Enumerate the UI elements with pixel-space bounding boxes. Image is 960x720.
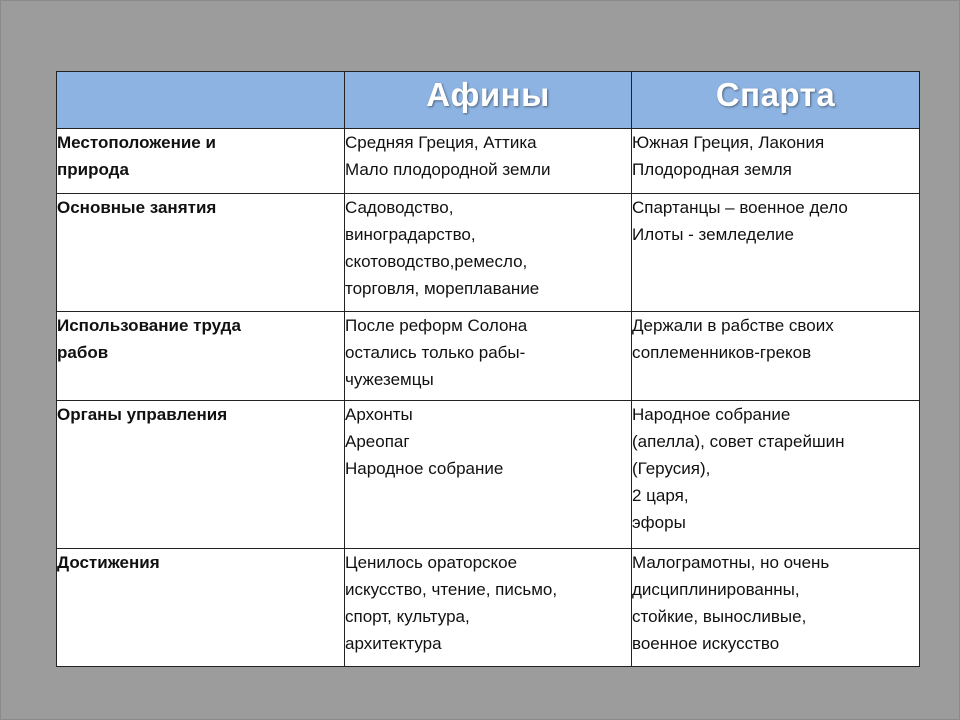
sparta-location [632,129,920,194]
label-line: Местоположение и [57,133,216,152]
cell-line: Спартанцы – военное дело [632,198,848,217]
sparta-slave-labor [632,312,920,401]
table-row [57,312,920,401]
table-row [57,549,920,667]
label-line: Органы управления [57,405,228,424]
cell-line: 2 царя, [632,486,689,505]
cell-line: Малограмотны, но очень [632,553,830,572]
row-label-government [57,401,345,549]
cell-line: Народное собрание [345,459,504,478]
header-athens: Афины [345,72,632,129]
label-line: Основные занятия [57,198,217,217]
comparison-table [56,71,920,667]
label-line: рабов [57,343,109,362]
cell-line: соплеменников-греков [632,343,812,362]
row-label-occupations [57,194,345,312]
cell-line: (апелла), совет старейшин [632,432,845,451]
cell-line: архитектура [345,634,442,653]
header-sparta: Спарта [632,72,920,129]
row-label-location [57,129,345,194]
cell-line: военное искусство [632,634,780,653]
cell-line: остались только рабы- [345,343,526,362]
label-line: природа [57,160,129,179]
label-line: Использование труда [57,316,241,335]
row-label-slave-labor [57,312,345,401]
sparta-government [632,401,920,549]
cell-line: спорт, культура, [345,607,470,626]
table-row [57,194,920,312]
cell-line: Плодородная земля [632,160,792,179]
cell-line: эфоры [632,513,686,532]
table-row [57,129,920,194]
athens-location [345,129,632,194]
cell-line: Архонты [345,405,413,424]
cell-line: Средняя Греция, Аттика [345,133,537,152]
cell-line: стойкие, выносливые, [632,607,807,626]
cell-line: (Герусия), [632,459,711,478]
cell-line: Ценилось ораторское [345,553,518,572]
cell-line: Народное собрание [632,405,791,424]
header-corner-cell [57,72,345,129]
athens-government [345,401,632,549]
athens-occupations [345,194,632,312]
cell-line: Держали в рабстве своих [632,316,834,335]
cell-line: Южная Греция, Лакония [632,133,825,152]
athens-achievements [345,549,632,667]
cell-line: виноградарство, [345,225,476,244]
athens-slave-labor [345,312,632,401]
cell-line: Ареопаг [345,432,410,451]
cell-line: После реформ Солона [345,316,528,335]
table-row [57,401,920,549]
sparta-achievements [632,549,920,667]
cell-line: дисциплинированны, [632,580,800,599]
cell-line: искусство, чтение, письмо, [345,580,558,599]
cell-line: скотоводство,ремесло, [345,252,528,271]
sparta-occupations [632,194,920,312]
cell-line: Илоты - земледелие [632,225,794,244]
cell-line: торговля, мореплавание [345,279,540,298]
header-row [57,72,920,129]
cell-line: чужеземцы [345,370,434,389]
cell-line: Садоводство, [345,198,454,217]
label-line: Достижения [57,553,160,572]
row-label-achievements [57,549,345,667]
cell-line: Мало плодородной земли [345,160,551,179]
